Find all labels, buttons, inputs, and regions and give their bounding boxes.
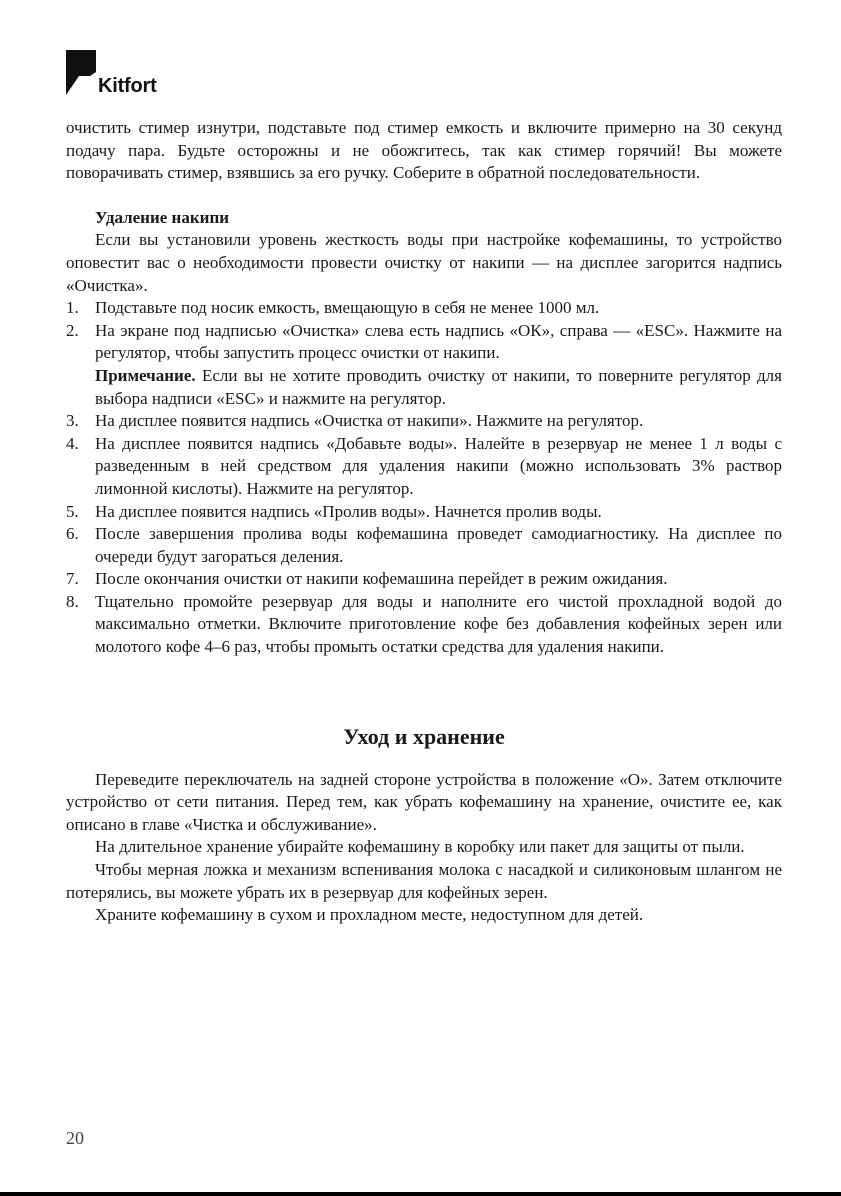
list-item <box>66 320 782 365</box>
step-number: 3. <box>66 411 79 431</box>
step-text: На экране под надписью «Очистка» слева есть надпись «ОК», справа — «ESC». Нажмите на регулятор, чтобы запустить процесс очистки от накипи. <box>95 320 782 363</box>
brand-logo <box>66 50 157 96</box>
list-item <box>66 591 782 659</box>
list-item <box>66 297 782 320</box>
step-number: 6. <box>66 524 79 544</box>
list-item <box>66 568 782 591</box>
list-item <box>66 523 782 568</box>
note <box>66 365 782 410</box>
page-number: 20 <box>66 1128 84 1148</box>
step-text: На дисплее появится надпись «Очистка от накипи». Нажмите на регулятор. <box>95 411 644 431</box>
care-paragraph: Переведите переключатель на задней стороне устройства в положение «О». Затем отключите устройство от сети питания. Перед тем, как убрать кофемашину на хранение, очистите ее, как описано в главе «Чистка и обслуживание». <box>66 769 782 834</box>
step-number: 8. <box>66 591 79 611</box>
step-text: После завершения пролива воды кофемашина проведет самодиагностику. На дисплее по очереди будут загораться деления. <box>95 524 782 566</box>
step-text: На дисплее появится надпись «Пролив воды». Начнется пролив воды. <box>95 501 602 521</box>
list-item <box>66 433 782 501</box>
step-text: После окончания очистки от накипи кофемашина перейдет в режим ожидания. <box>95 569 668 589</box>
step-text: На дисплее появится надпись «Добавьте воды». Налейте в резервуар не менее 1 л воды с разведенным в ней средством для удаления накипи (можно использовать 3% раствор лимонной кислоты). Нажмите на регулятор. <box>95 433 782 498</box>
note-label: Примечание. <box>95 365 196 385</box>
step-text: Подставьте под носик емкость, вмещающую в себя не менее 1000 мл. <box>95 298 600 318</box>
list-item <box>66 501 782 524</box>
step-number: 2. <box>66 320 79 340</box>
descaling-heading: Удаление накипи <box>95 207 230 227</box>
step-number: 1. <box>66 298 79 318</box>
intro-paragraph: очистить стимер изнутри, подставьте под стимер емкость и включите примерно на 30 секунд подачу пара. Будьте осторожны и не обожгитесь, так как стимер горячий! Вы можете поворачивать стимер, взявшись за его ручку. Соберите в обратной последовательности. <box>66 118 782 183</box>
note-text: Если вы не хотите проводить очистку от накипи, то поверните регулятор для выбора надписи «ESC» и нажмите на регулятор. <box>95 365 782 408</box>
kitfort-flag-icon <box>66 50 96 96</box>
step-number: 7. <box>66 569 79 589</box>
care-paragraph: На длительное хранение убирайте кофемашину в коробку или пакет для защиты от пыли. <box>95 837 745 857</box>
page-content <box>66 117 782 927</box>
care-paragraph: Храните кофемашину в сухом и прохладном месте, недоступном для детей. <box>95 905 644 925</box>
brand-name: Kitfort <box>98 75 157 97</box>
list-item <box>66 410 782 433</box>
step-number: 4. <box>66 433 79 453</box>
step-number: 5. <box>66 501 79 521</box>
descaling-intro: Если вы установили уровень жесткость воды при настройке кофемашины, то устройство оповестит вас о необходимости провести очистку от накипи — на дисплее загорится надпись «Очистка». <box>66 230 782 295</box>
care-paragraph: Чтобы мерная ложка и механизм вспенивания молока с насадкой и силиконовым шлангом не потерялись, вы можете убрать их в резервуар для кофейных зерен. <box>66 860 782 902</box>
step-text: Тщательно промойте резервуар для воды и наполните его чистой прохладной водой до максимально отметки. Включите приготовление кофе без добавления кофейных зерен или молотого кофе 4–6 раз, чтобы промыть остатки средства для удаления накипи. <box>95 591 782 657</box>
bottom-rule <box>0 1192 841 1196</box>
descaling-steps <box>66 297 782 659</box>
section-title: Уход и хранение <box>343 723 505 749</box>
